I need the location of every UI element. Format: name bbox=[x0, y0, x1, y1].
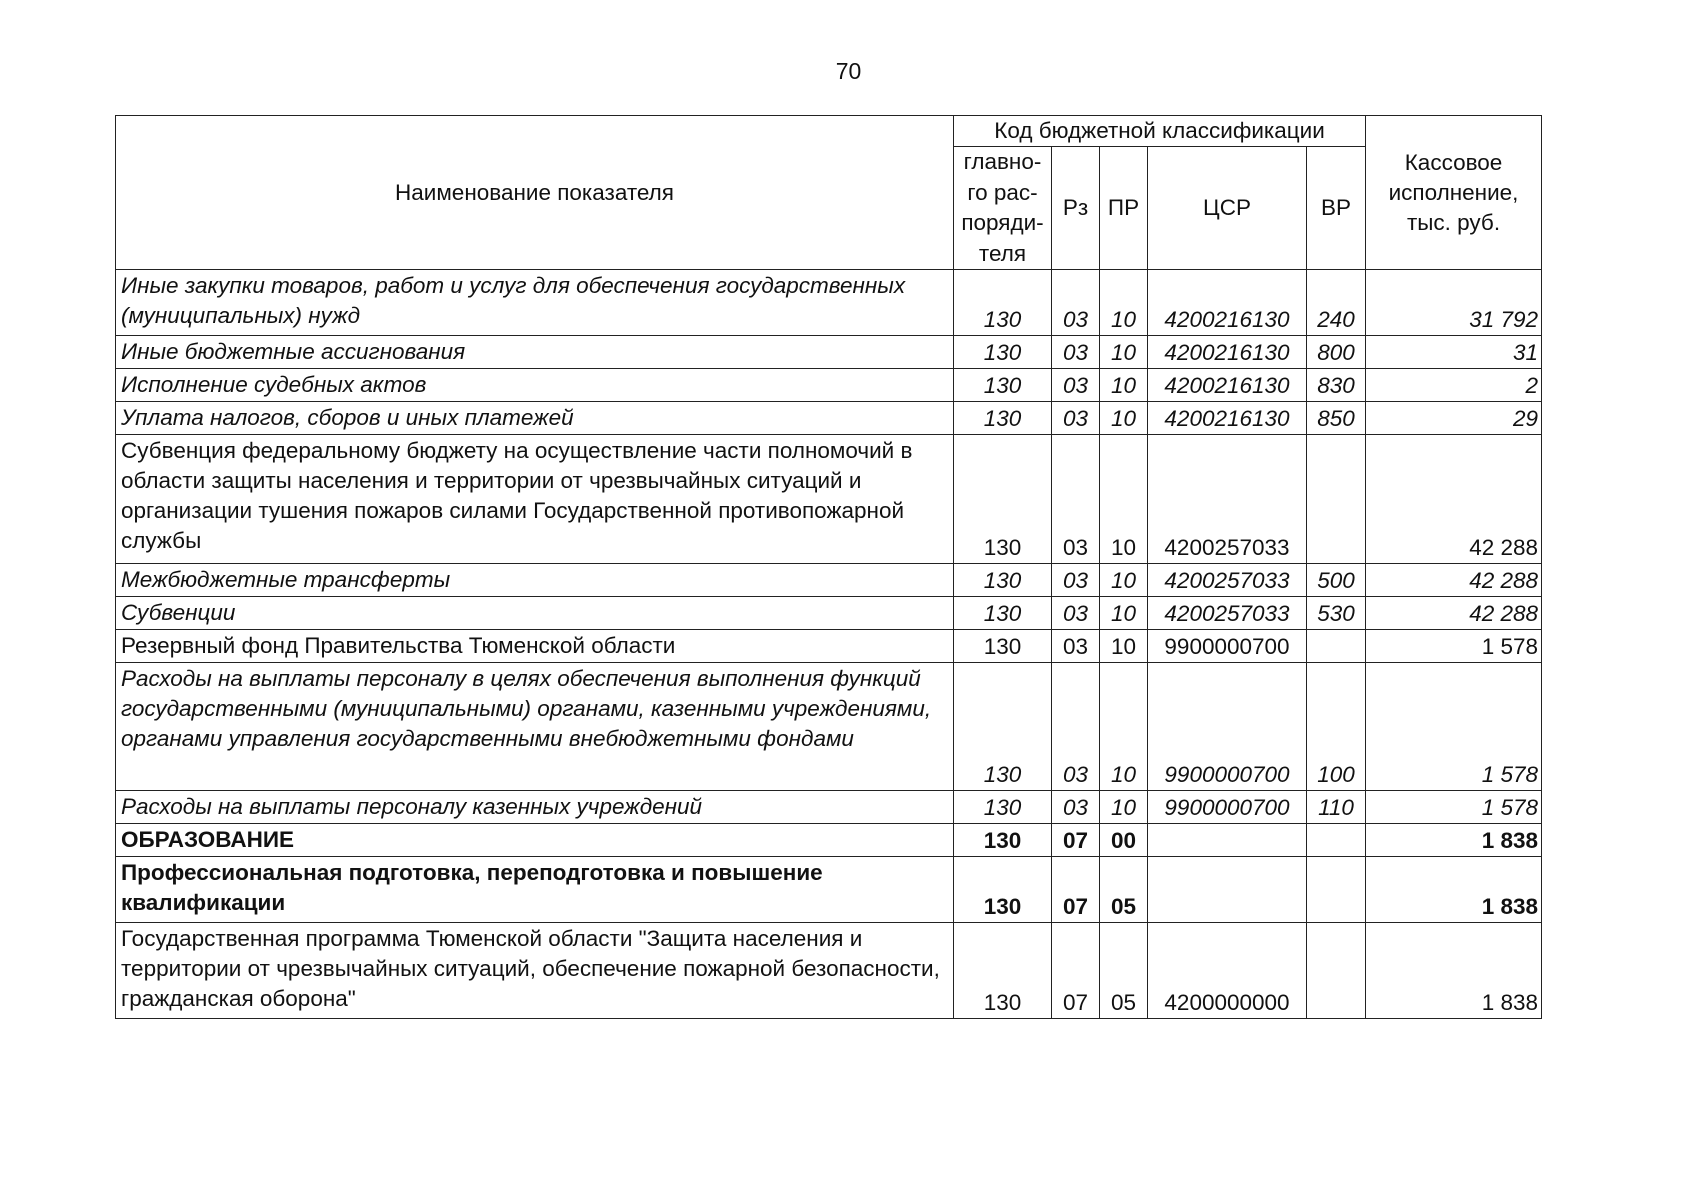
row-gr: 130 bbox=[954, 435, 1052, 564]
row-gr: 130 bbox=[954, 336, 1052, 369]
row-rz: 03 bbox=[1052, 791, 1100, 824]
row-gr: 130 bbox=[954, 824, 1052, 857]
row-pr: 00 bbox=[1100, 824, 1148, 857]
row-amount: 1 578 bbox=[1366, 630, 1542, 663]
row-pr: 10 bbox=[1100, 369, 1148, 402]
row-amount: 42 288 bbox=[1366, 435, 1542, 564]
row-pr: 10 bbox=[1100, 597, 1148, 630]
row-rz: 03 bbox=[1052, 270, 1100, 336]
row-rz: 03 bbox=[1052, 564, 1100, 597]
header-csr: ЦСР bbox=[1148, 147, 1307, 270]
row-pr: 05 bbox=[1100, 857, 1148, 923]
row-pr: 10 bbox=[1100, 564, 1148, 597]
row-rz: 07 bbox=[1052, 857, 1100, 923]
header-code-group: Код бюджетной классификации bbox=[954, 116, 1366, 147]
row-name: Резервный фонд Правительства Тюменской области bbox=[116, 630, 954, 663]
table-row bbox=[116, 663, 1542, 791]
row-name: Расходы на выплаты персоналу в целях обеспечения выполнения функций государственными (муниципальными) органами, казенными учреждениями, органами управления государственными внебюджетными фондами bbox=[116, 663, 954, 791]
row-gr: 130 bbox=[954, 630, 1052, 663]
table-row bbox=[116, 791, 1542, 824]
header-pr: ПР bbox=[1100, 147, 1148, 270]
row-name: Иные закупки товаров, работ и услуг для обеспечения государственных (муниципальных) нужд bbox=[116, 270, 954, 336]
row-name: Расходы на выплаты персоналу казенных учреждений bbox=[116, 791, 954, 824]
row-csr: 9900000700 bbox=[1148, 791, 1307, 824]
row-gr: 130 bbox=[954, 923, 1052, 1019]
row-name: Межбюджетные трансферты bbox=[116, 564, 954, 597]
row-amount: 31 bbox=[1366, 336, 1542, 369]
row-vr: 530 bbox=[1307, 597, 1366, 630]
row-amount: 42 288 bbox=[1366, 597, 1542, 630]
header-vr: ВР bbox=[1307, 147, 1366, 270]
row-pr: 10 bbox=[1100, 791, 1148, 824]
table-row bbox=[116, 857, 1542, 923]
row-csr: 9900000700 bbox=[1148, 663, 1307, 791]
row-csr bbox=[1148, 824, 1307, 857]
row-name: ОБРАЗОВАНИЕ bbox=[116, 824, 954, 857]
row-amount: 2 bbox=[1366, 369, 1542, 402]
row-vr: 800 bbox=[1307, 336, 1366, 369]
row-csr: 4200216130 bbox=[1148, 369, 1307, 402]
row-amount: 31 792 bbox=[1366, 270, 1542, 336]
row-gr: 130 bbox=[954, 402, 1052, 435]
row-gr: 130 bbox=[954, 369, 1052, 402]
table-row bbox=[116, 402, 1542, 435]
row-csr: 4200216130 bbox=[1148, 336, 1307, 369]
row-pr: 10 bbox=[1100, 336, 1148, 369]
table-row bbox=[116, 824, 1542, 857]
row-gr: 130 bbox=[954, 791, 1052, 824]
row-pr: 05 bbox=[1100, 923, 1148, 1019]
row-csr: 4200257033 bbox=[1148, 435, 1307, 564]
table-row bbox=[116, 435, 1542, 564]
row-vr: 850 bbox=[1307, 402, 1366, 435]
row-vr: 240 bbox=[1307, 270, 1366, 336]
row-rz: 03 bbox=[1052, 630, 1100, 663]
row-rz: 03 bbox=[1052, 402, 1100, 435]
table-header bbox=[116, 116, 1542, 270]
row-amount: 1 578 bbox=[1366, 791, 1542, 824]
row-gr: 130 bbox=[954, 663, 1052, 791]
row-csr: 4200000000 bbox=[1148, 923, 1307, 1019]
page-number: 70 bbox=[835, 58, 862, 84]
row-vr: 500 bbox=[1307, 564, 1366, 597]
row-pr: 10 bbox=[1100, 270, 1148, 336]
row-vr bbox=[1307, 824, 1366, 857]
row-vr: 100 bbox=[1307, 663, 1366, 791]
row-amount: 42 288 bbox=[1366, 564, 1542, 597]
table-row bbox=[116, 564, 1542, 597]
row-amount: 1 578 bbox=[1366, 663, 1542, 791]
row-rz: 07 bbox=[1052, 824, 1100, 857]
row-name: Субвенция федеральному бюджету на осуществление части полномочий в области защиты населения и территории от чрезвычайных ситуаций и организации тушения пожаров силами Государственной противопожарной службы bbox=[116, 435, 954, 564]
table-row bbox=[116, 597, 1542, 630]
row-pr: 10 bbox=[1100, 663, 1148, 791]
row-csr: 4200216130 bbox=[1148, 270, 1307, 336]
row-name: Исполнение судебных актов bbox=[116, 369, 954, 402]
row-amount: 1 838 bbox=[1366, 857, 1542, 923]
row-vr bbox=[1307, 857, 1366, 923]
row-pr: 10 bbox=[1100, 630, 1148, 663]
row-gr: 130 bbox=[954, 857, 1052, 923]
row-rz: 03 bbox=[1052, 663, 1100, 791]
row-csr bbox=[1148, 857, 1307, 923]
header-main-manager: главно-го рас-поряди-теля bbox=[954, 147, 1052, 270]
row-name: Уплата налогов, сборов и иных платежей bbox=[116, 402, 954, 435]
row-rz: 03 bbox=[1052, 336, 1100, 369]
row-vr bbox=[1307, 435, 1366, 564]
row-name: Иные бюджетные ассигнования bbox=[116, 336, 954, 369]
row-vr: 110 bbox=[1307, 791, 1366, 824]
row-vr bbox=[1307, 923, 1366, 1019]
row-vr: 830 bbox=[1307, 369, 1366, 402]
row-rz: 03 bbox=[1052, 435, 1100, 564]
header-execution: Кассовое исполнение, тыс. руб. bbox=[1366, 116, 1542, 270]
row-name: Государственная программа Тюменской области "Защита населения и территории от чрезвычайных ситуаций, обеспечение пожарной безопасности, гражданская оборона" bbox=[116, 923, 954, 1019]
table-row bbox=[116, 336, 1542, 369]
row-amount: 1 838 bbox=[1366, 923, 1542, 1019]
row-name: Профессиональная подготовка, переподготовка и повышение квалификации bbox=[116, 857, 954, 923]
row-pr: 10 bbox=[1100, 435, 1148, 564]
table-row bbox=[116, 369, 1542, 402]
table-row bbox=[116, 630, 1542, 663]
row-gr: 130 bbox=[954, 270, 1052, 336]
row-gr: 130 bbox=[954, 597, 1052, 630]
row-pr: 10 bbox=[1100, 402, 1148, 435]
row-name: Субвенции bbox=[116, 597, 954, 630]
row-rz: 03 bbox=[1052, 369, 1100, 402]
row-amount: 1 838 bbox=[1366, 824, 1542, 857]
row-gr: 130 bbox=[954, 564, 1052, 597]
header-name: Наименование показателя bbox=[116, 116, 954, 270]
row-csr: 4200257033 bbox=[1148, 564, 1307, 597]
row-csr: 4200257033 bbox=[1148, 597, 1307, 630]
table-row bbox=[116, 270, 1542, 336]
row-rz: 07 bbox=[1052, 923, 1100, 1019]
row-csr: 4200216130 bbox=[1148, 402, 1307, 435]
row-amount: 29 bbox=[1366, 402, 1542, 435]
row-csr: 9900000700 bbox=[1148, 630, 1307, 663]
row-vr bbox=[1307, 630, 1366, 663]
row-rz: 03 bbox=[1052, 597, 1100, 630]
budget-table bbox=[115, 115, 1542, 1019]
header-rz: Рз bbox=[1052, 147, 1100, 270]
table-row bbox=[116, 923, 1542, 1019]
